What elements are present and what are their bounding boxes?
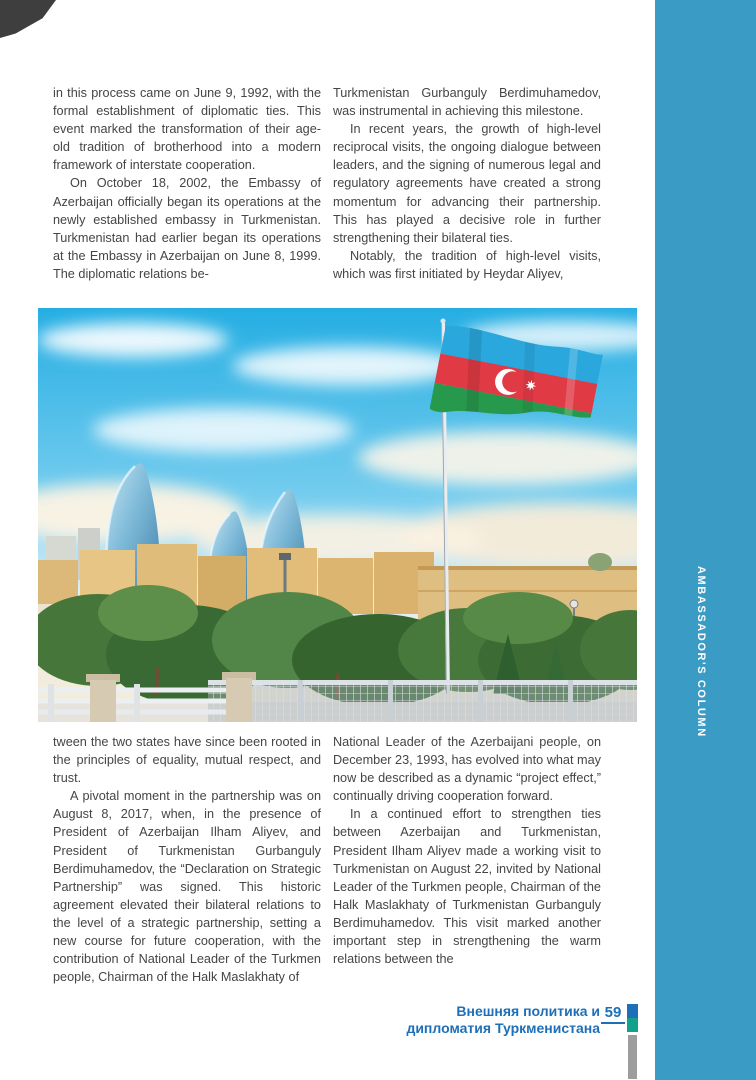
baku-photo: [38, 308, 637, 722]
body-paragraph: A pivotal moment in the partnership was on August 8, 2017, when, in the presence of President of Azerbaijan Ilham Aliyev, and President of Turkmenistan Gurbanguly Berdimuhamedov, the “Declaration on Strategic Partnership” was signed. This historic agreement elevated their bilateral relations to the level of a strategic partnership, setting a new course for future cooperation, with the contribution of National Leader of the Turkmen people, Chairman of the Halk Maslakhaty of: [53, 789, 321, 985]
page-number: 59: [601, 1004, 625, 1024]
body-paragraph: tween the two states have since been rooted in the principles of equality, mutual respect, and trust.: [53, 735, 321, 786]
sidebar-label: AMBASSADOR'S COLUMN: [695, 566, 707, 738]
body-paragraph: in this process came on June 9, 1992, with the formal establishment of diplomatic ties. This event marked the transformation of their age-old tradition of brotherhood into a modern framework of interstate cooperation.: [53, 86, 321, 173]
footer-marker-blue: [627, 1004, 638, 1018]
ambassadors-column-sidebar: [655, 0, 756, 1080]
body-paragraph: National Leader of the Azerbaijani people, on December 23, 1993, has evolved into what may now be described as a dynamic “project effect,” continually driving cooperation forward.: [333, 735, 601, 804]
body-paragraph: Turkmenistan Gurbanguly Berdimuhamedov, was instrumental in achieving this milestone.: [333, 86, 601, 119]
footer-marker-gray: [628, 1035, 637, 1079]
body-paragraph: Notably, the tradition of high-level visits, which was first initiated by Heydar Aliyev,: [333, 248, 601, 281]
scan-corner-artifact: [0, 0, 56, 38]
column-top-right: [333, 84, 601, 283]
column-bottom-left: [53, 733, 321, 986]
column-top-left: [53, 84, 321, 283]
footer-title-line1: Внешняя политика и: [456, 1003, 600, 1019]
footer-section-title: [300, 1003, 600, 1037]
body-paragraph: On October 18, 2002, the Embassy of Azerbaijan officially began its operations at the newly established embassy in Turkmenistan. Turkmenistan had earlier began its operations at the Embassy in Azerbaijan on June 8, 1999. The diplomatic relations be-: [53, 176, 321, 281]
footer-marker-green: [627, 1018, 638, 1032]
footer-title-line2: дипломатия Туркменистана: [406, 1020, 600, 1036]
body-paragraph: In recent years, the growth of high-level reciprocal visits, the ongoing dialogue between leaders, and the signing of numerous legal and regulatory agreements have created a strong momentum for advancing their partnership. This has played a decisive role in further strengthening their bilateral ties.: [333, 122, 601, 245]
column-bottom-right: [333, 733, 601, 968]
body-paragraph: In a continued effort to strengthen ties between Azerbaijan and Turkmenistan, President Ilham Aliyev made a working visit to Turkmenistan on August 22, invited by National Leader of the Turkmen people, Chairman of the Halk Maslakhaty of Turkmenistan Gurbanguly Berdimuhamedov. This visit marked another important step in strengthening the warm relations between the: [333, 807, 601, 967]
